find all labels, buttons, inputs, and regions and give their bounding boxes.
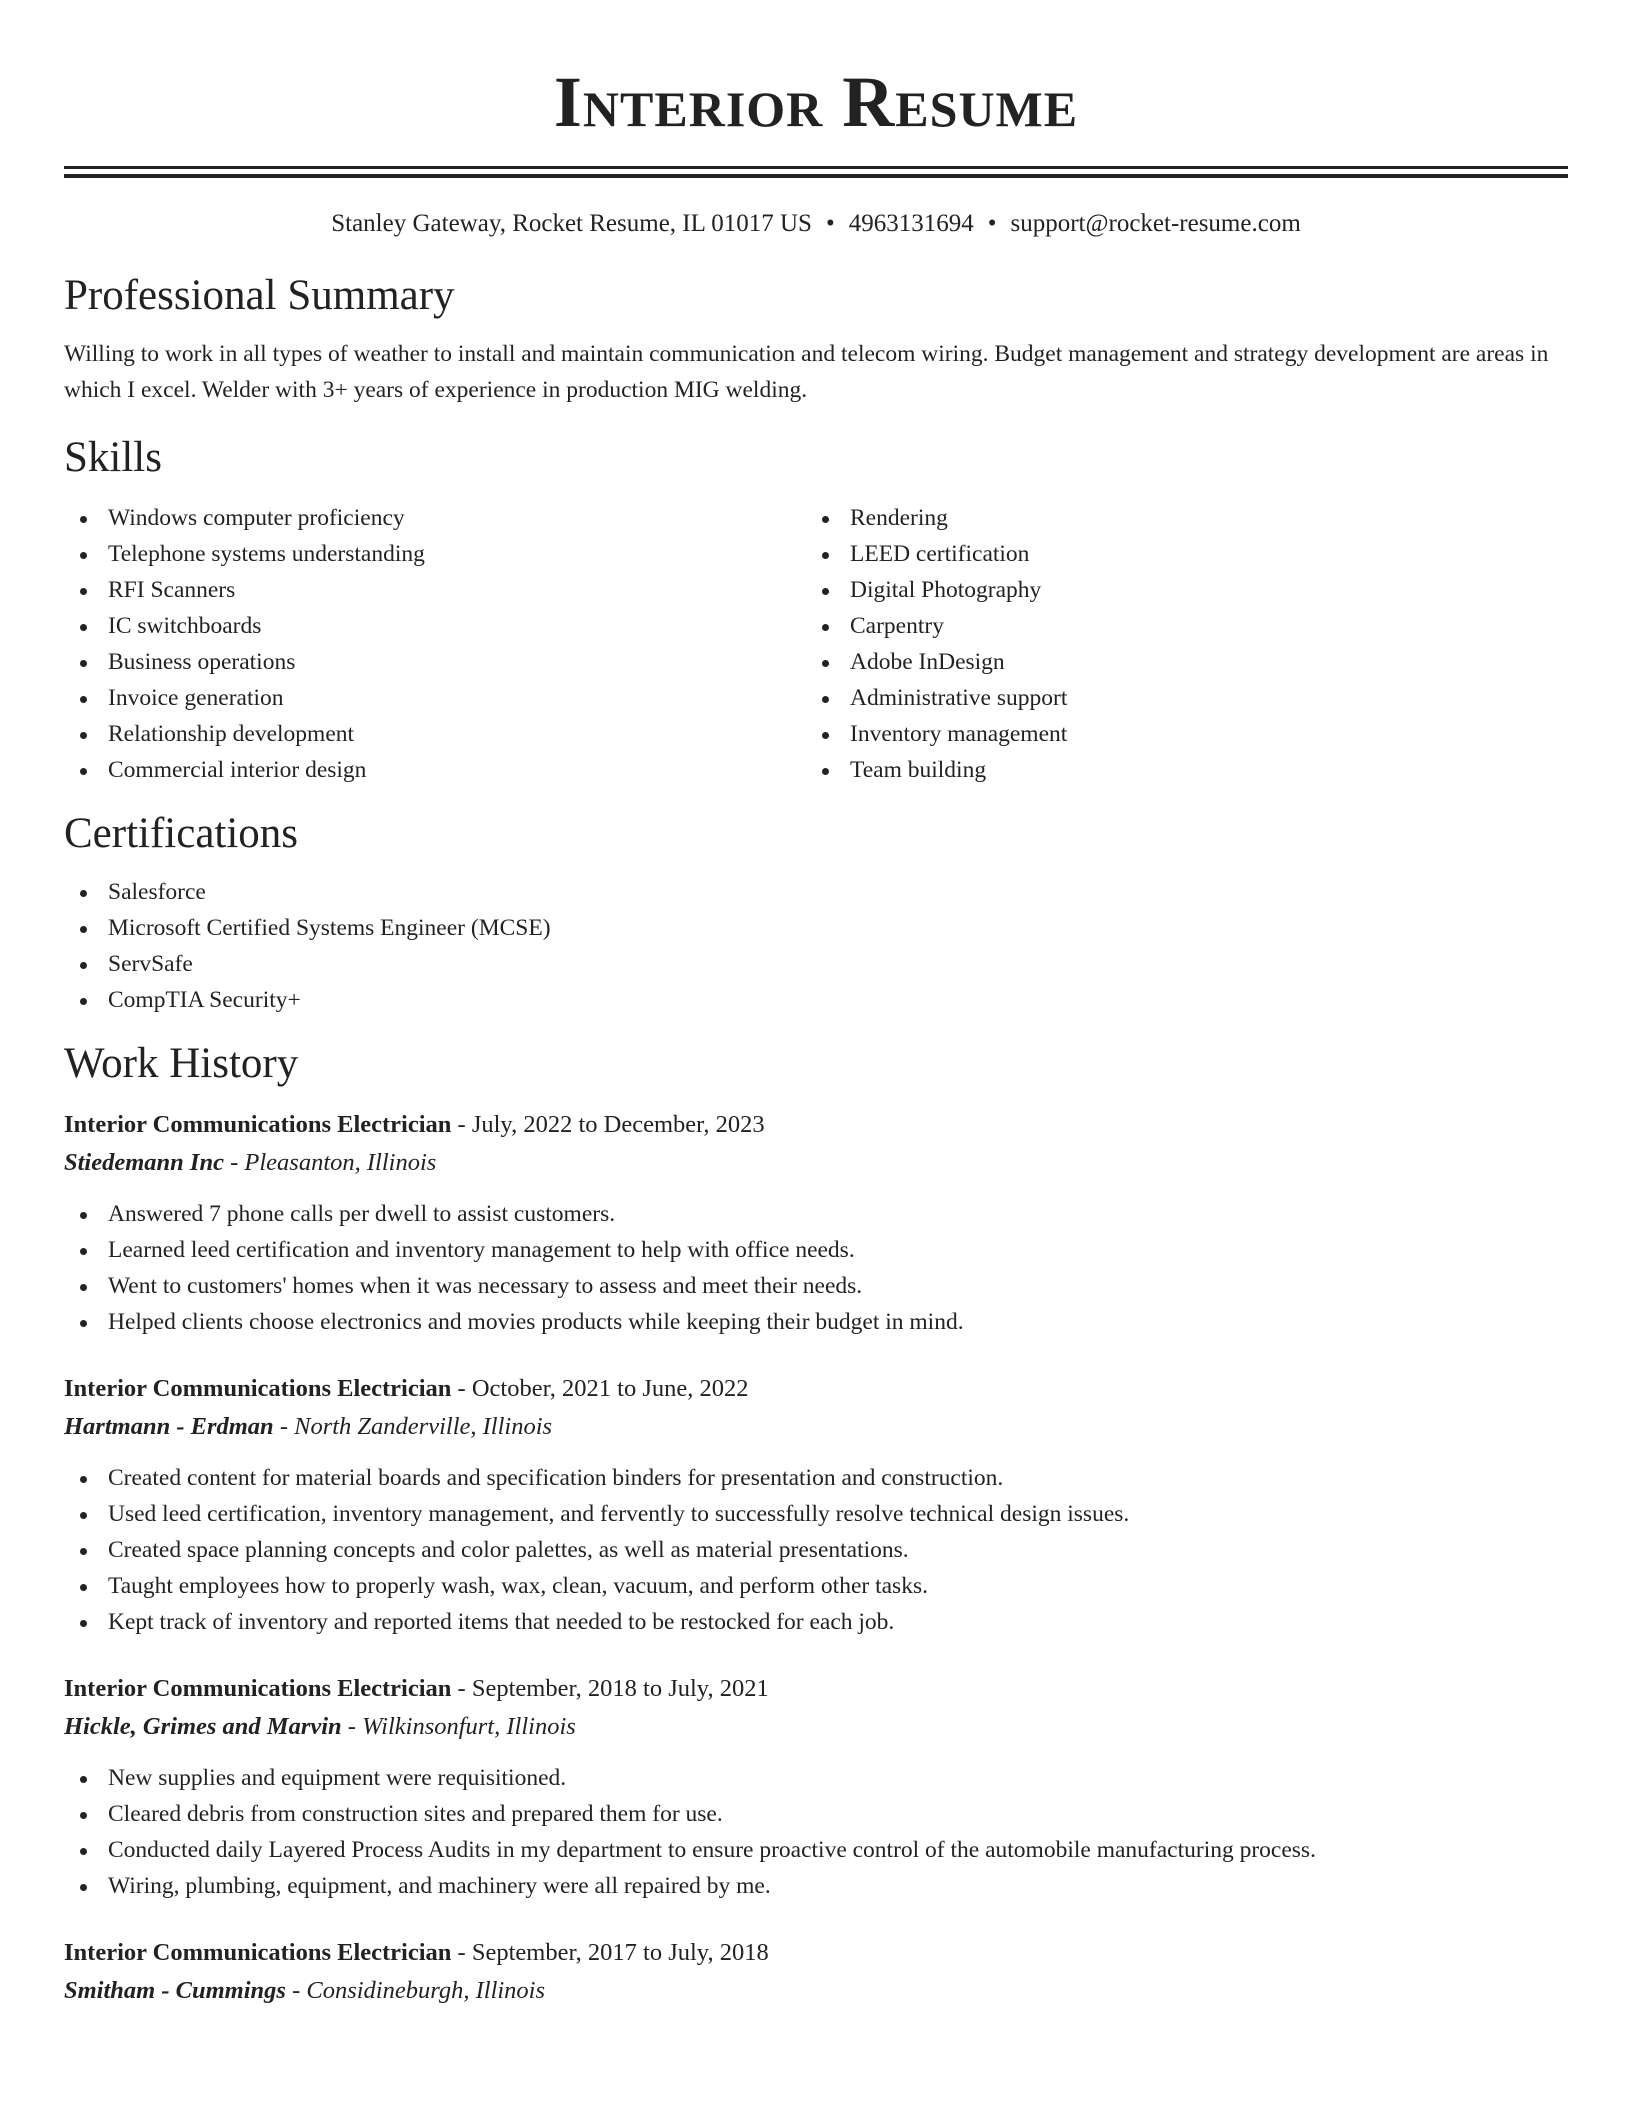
job-duty-item: Wiring, plumbing, equipment, and machinery were all repaired by me. <box>64 1868 1568 1904</box>
job-dash: - <box>223 1149 245 1176</box>
skill-item: IC switchboards <box>64 608 806 644</box>
certification-item: Salesforce <box>64 874 1568 910</box>
skill-item: Carpentry <box>806 608 1548 644</box>
job-entry <box>64 1370 1568 1640</box>
job-location: North Zanderville, Illinois <box>294 1413 553 1440</box>
job-duty-item: Created space planning concepts and color palettes, as well as material presentations. <box>64 1532 1568 1568</box>
job-dash: - <box>451 1375 472 1402</box>
contact-separator: • <box>825 210 835 237</box>
job-location: Wilkinsonfurt, Illinois <box>362 1713 576 1740</box>
skill-item: Relationship development <box>64 716 806 752</box>
summary-heading: Professional Summary <box>64 272 455 319</box>
job-company: Smitham - Cummings <box>64 1977 286 2004</box>
certifications-heading: Certifications <box>64 810 299 857</box>
job-duty-item: Kept track of inventory and reported items that needed to be restocked for each job. <box>64 1604 1568 1640</box>
contact-address: Stanley Gateway, Rocket Resume, IL 01017 US <box>331 210 812 237</box>
job-dash: - <box>285 1977 307 2004</box>
skills-list-left <box>64 500 806 788</box>
job-dash: - <box>451 1675 472 1702</box>
skill-item: Commercial interior design <box>64 752 806 788</box>
skills-list-right <box>806 500 1548 788</box>
certification-item: CompTIA Security+ <box>64 982 1568 1018</box>
certifications-section <box>64 808 1568 1018</box>
title-divider <box>64 166 1568 169</box>
job-entry <box>64 1934 1568 2010</box>
job-duty-item: Went to customers' homes when it was necessary to assess and meet their needs. <box>64 1268 1568 1304</box>
summary-section <box>64 270 1568 408</box>
skill-item: Windows computer proficiency <box>64 500 806 536</box>
skills-column-right <box>806 500 1548 788</box>
work-history-heading: Work History <box>64 1040 299 1087</box>
contact-separator: • <box>987 210 997 237</box>
job-duty-item: Conducted daily Layered Process Audits in my department to ensure proactive control of the automobile manufacturing process. <box>64 1832 1568 1868</box>
contact-phone: 4963131694 <box>848 210 974 237</box>
job-duty-item: Created content for material boards and specification binders for presentation and construction. <box>64 1460 1568 1496</box>
work-history-section <box>64 1038 1568 2010</box>
summary-text: Willing to work in all types of weather to install and maintain communication and telecom wiring. Budget management and strategy development are areas in which I excel. Welder with 3+ years of experience in production MIG welding. <box>64 341 1549 403</box>
skills-section <box>64 432 1568 788</box>
certification-item: ServSafe <box>64 946 1568 982</box>
job-title-line <box>64 1370 1568 1408</box>
job-dash: - <box>273 1413 295 1440</box>
job-title: Interior Communications Electrician <box>64 1939 452 1966</box>
job-dash: - <box>341 1713 363 1740</box>
certification-item: Microsoft Certified Systems Engineer (MCSE) <box>64 910 1568 946</box>
job-duties-list <box>64 1196 1568 1340</box>
job-company-line <box>64 1708 1568 1746</box>
job-company-line <box>64 1408 1568 1446</box>
skill-item: Administrative support <box>806 680 1548 716</box>
skills-heading: Skills <box>64 434 162 481</box>
job-company-line <box>64 1144 1568 1182</box>
job-duty-item: New supplies and equipment were requisitioned. <box>64 1760 1568 1796</box>
job-duty-item: Taught employees how to properly wash, wax, clean, vacuum, and perform other tasks. <box>64 1568 1568 1604</box>
job-location: Pleasanton, Illinois <box>244 1149 437 1176</box>
job-duty-item: Cleared debris from construction sites and prepared them for use. <box>64 1796 1568 1832</box>
job-entry <box>64 1106 1568 1340</box>
job-duties-list <box>64 1760 1568 1904</box>
job-entry <box>64 1670 1568 1904</box>
skill-item: LEED certification <box>806 536 1548 572</box>
job-dates: July, 2022 to December, 2023 <box>471 1111 765 1138</box>
job-dash: - <box>451 1939 472 1966</box>
job-title-line <box>64 1670 1568 1708</box>
skill-item: Team building <box>806 752 1548 788</box>
skill-item: Business operations <box>64 644 806 680</box>
skill-item: Adobe InDesign <box>806 644 1548 680</box>
resume-title: Interior Resume <box>553 62 1079 142</box>
job-company-line <box>64 1972 1568 2010</box>
job-title-line <box>64 1934 1568 1972</box>
contact-email: support@rocket-resume.com <box>1010 210 1301 237</box>
job-dates: October, 2021 to June, 2022 <box>471 1375 749 1402</box>
job-title: Interior Communications Electrician <box>64 1675 452 1702</box>
job-title: Interior Communications Electrician <box>64 1111 452 1138</box>
job-company: Stiedemann Inc <box>64 1149 224 1176</box>
skills-grid <box>64 500 1568 788</box>
job-duty-item: Helped clients choose electronics and movies products while keeping their budget in mind. <box>64 1304 1568 1340</box>
job-duty-item: Used leed certification, inventory management, and fervently to successfully resolve technical design issues. <box>64 1496 1568 1532</box>
job-dates: September, 2017 to July, 2018 <box>471 1939 769 1966</box>
job-title-line <box>64 1106 1568 1144</box>
contact-line <box>64 208 1568 240</box>
job-dash: - <box>451 1111 472 1138</box>
job-duty-item: Learned leed certification and inventory management to help with office needs. <box>64 1232 1568 1268</box>
skills-column-left <box>64 500 806 788</box>
certifications-list <box>64 874 1568 1018</box>
skill-item: Invoice generation <box>64 680 806 716</box>
skill-item: Inventory management <box>806 716 1548 752</box>
skill-item: Telephone systems understanding <box>64 536 806 572</box>
skill-item: RFI Scanners <box>64 572 806 608</box>
job-location: Considineburgh, Illinois <box>306 1977 546 2004</box>
job-company: Hickle, Grimes and Marvin <box>64 1713 342 1740</box>
job-duties-list <box>64 1460 1568 1640</box>
skill-item: Rendering <box>806 500 1548 536</box>
job-title: Interior Communications Electrician <box>64 1375 452 1402</box>
job-duty-item: Answered 7 phone calls per dwell to assist customers. <box>64 1196 1568 1232</box>
job-dates: September, 2018 to July, 2021 <box>471 1675 769 1702</box>
skill-item: Digital Photography <box>806 572 1548 608</box>
job-company: Hartmann - Erdman <box>64 1413 274 1440</box>
